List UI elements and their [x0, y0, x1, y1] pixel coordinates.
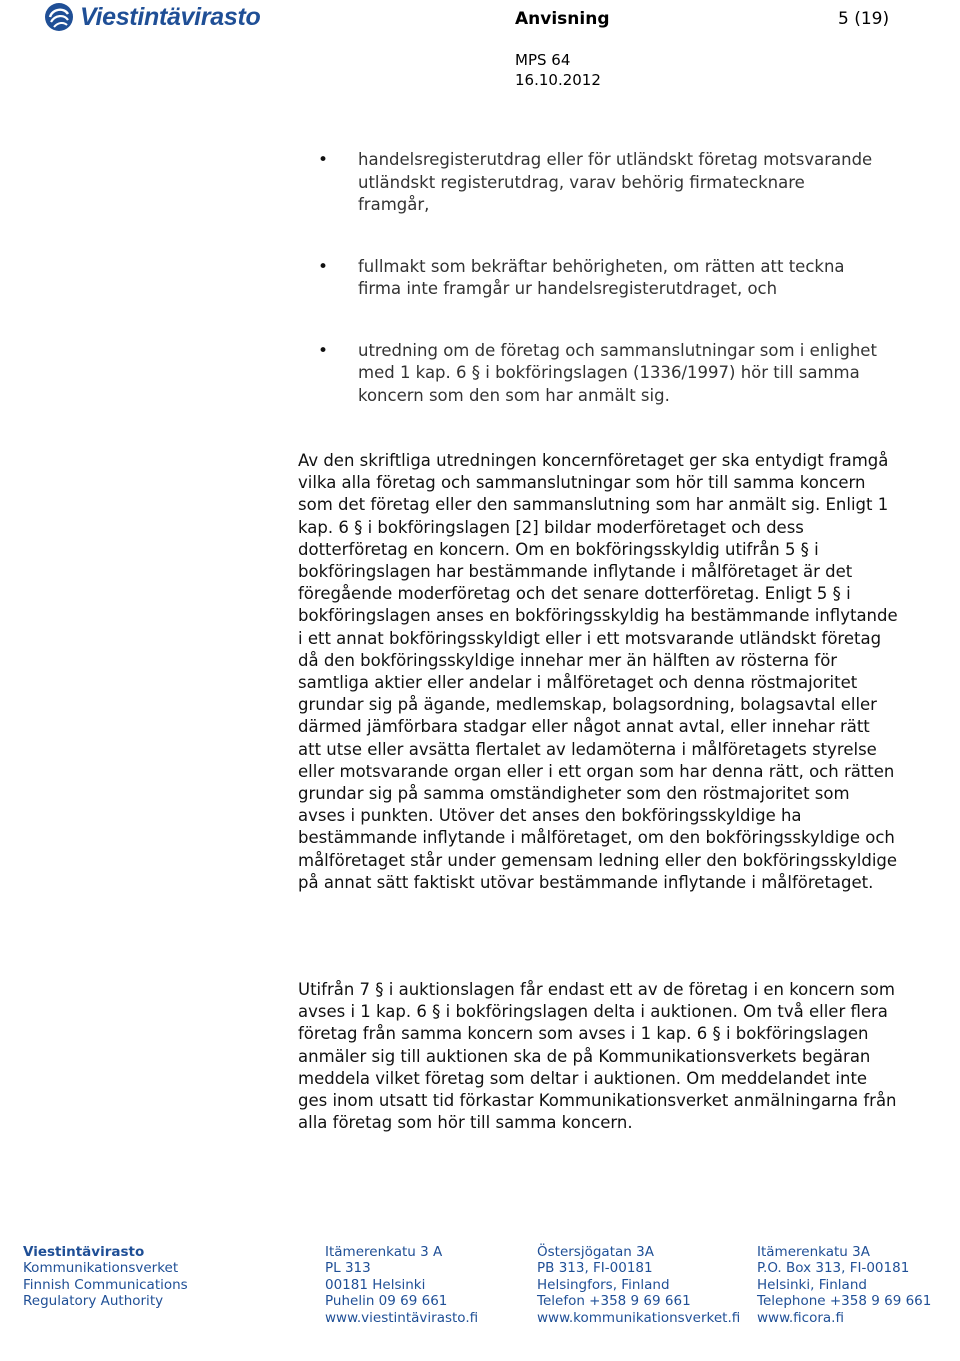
- footer-line: Viestintävirasto: [23, 1244, 145, 1260]
- body-paragraph: Utifrån 7 § i auktionslagen får endast ett av de företag i en koncern som avses i 1 kap. 6 § i bokföringslagen delta i auktionen. Om två eller flera företag från samma koncern som avses i 1 kap. 6 § i bokföringslagen anmäler sig till auktionen ska de på Kommunikationsverkets begäran meddela vilket företag som deltar i auktionen. Om meddelandet inte ges inom utsatt tid förkastar Kommunikationsverket anmälningarna från alla företag som hör till samma koncern.: [298, 980, 897, 1133]
- body-paragraph: Av den skriftliga utredningen koncernföretaget ger ska entydigt framgå vilka alla företag och sammanslutningar som hör till samma koncern som det företag eller den sammanslutning som har anmält sig. Enligt 1 kap. 6 § i bokföringslagen [2] bildar moderföretaget och dess dotterföretag en koncern. Om en bokföringsskyldig utifrån 5 § i bokföringslagen har bestämmande inflytande i målföretaget är det föregående moderföretag och det senare dotterföretag. Enligt 5 § i bokföringslagen anses en bokföringsskyldig ha bestämmande inflytande i ett annat bokföringsskyldigt eller i ett motsvarande utländskt företag då den bokföringsskyldige innehar mer än hälften av rösterna för samtliga aktier eller andelar i målföretaget och denna röstmajoritet grundar sig på ägande, medlemskap, bolagsordning, bolagsavtal eller därmed jämförbara stadgar eller något annat avtal, eller innehar rätt att utse eller avsätta flertalet av ledamöterna i målföretagets styrelse eller motsvarande organ eller i ett organ som har denna rätt, och rätten grundar sig på samma omständigheter som den röstmajoritet som avses i punkten. Utöver det anses den bokföringsskyldige ha bestämmande inflytande i målföretaget, om den bokföringsskyldige och målföretaget står under gemensam ledning eller den bokföringsskyldige på annat sätt faktiskt utövar bestämmande inflytande i målföretaget.: [298, 451, 898, 892]
- footer-line: Östersjögatan 3A: [537, 1244, 654, 1260]
- footer-column-finnish: [325, 1244, 478, 1326]
- footer-line: Itämerenkatu 3A: [757, 1244, 870, 1260]
- footer-line: Helsingfors, Finland: [537, 1276, 670, 1293]
- document-type: Anvisning: [515, 9, 610, 29]
- footer-column-english: [757, 1244, 931, 1326]
- document-date: 16.10.2012: [515, 71, 601, 89]
- list-item: • handelsregisterutdrag eller för utländskt företag motsvarande utländskt registerutdrag, varav behörig firmatecknare framgår,: [318, 149, 878, 217]
- document-reference: [515, 50, 601, 90]
- footer-line: Helsinki, Finland: [757, 1276, 867, 1293]
- agency-logo: [44, 0, 260, 34]
- reference-code: MPS 64: [515, 51, 571, 69]
- footer-line: Telephone +358 9 69 661: [757, 1293, 932, 1310]
- list-item: • utredning om de företag och sammanslutningar som i enlighet med 1 kap. 6 § i bokföringslagen (1336/1997) hör till samma koncern som den som har anmält sig.: [318, 340, 878, 408]
- footer-column-swedish: [537, 1244, 740, 1326]
- footer-line: 00181 Helsinki: [325, 1276, 426, 1293]
- footer-line: Regulatory Authority: [23, 1293, 164, 1310]
- ficora-swirl-icon: [44, 2, 74, 32]
- footer-line: Telefon +358 9 69 661: [537, 1293, 691, 1310]
- footer-link[interactable]: www.ficora.fi: [757, 1309, 844, 1326]
- footer-line: PL 313: [325, 1260, 371, 1277]
- footer-line: Itämerenkatu 3 A: [325, 1244, 443, 1260]
- footer-column-agency: [23, 1244, 188, 1310]
- footer-line: P.O. Box 313, FI-00181: [757, 1260, 910, 1277]
- footer-link[interactable]: www.kommunikationsverket.fi: [537, 1309, 741, 1326]
- footer-link[interactable]: www.viestintävirasto.fi: [325, 1309, 479, 1326]
- logo-wordmark: Viestintävirasto: [80, 2, 261, 31]
- footer-line: Puhelin 09 69 661: [325, 1293, 448, 1310]
- requirements-list: [318, 149, 878, 407]
- list-item: • fullmakt som bekräftar behörigheten, om rätten att teckna firma inte framgår ur handelsregisterutdraget, och: [318, 256, 878, 301]
- footer-line: Kommunikationsverket: [23, 1260, 179, 1277]
- footer-line: Finnish Communications: [23, 1276, 188, 1293]
- page-number: 5 (19): [838, 9, 890, 29]
- footer-line: PB 313, FI-00181: [537, 1260, 653, 1277]
